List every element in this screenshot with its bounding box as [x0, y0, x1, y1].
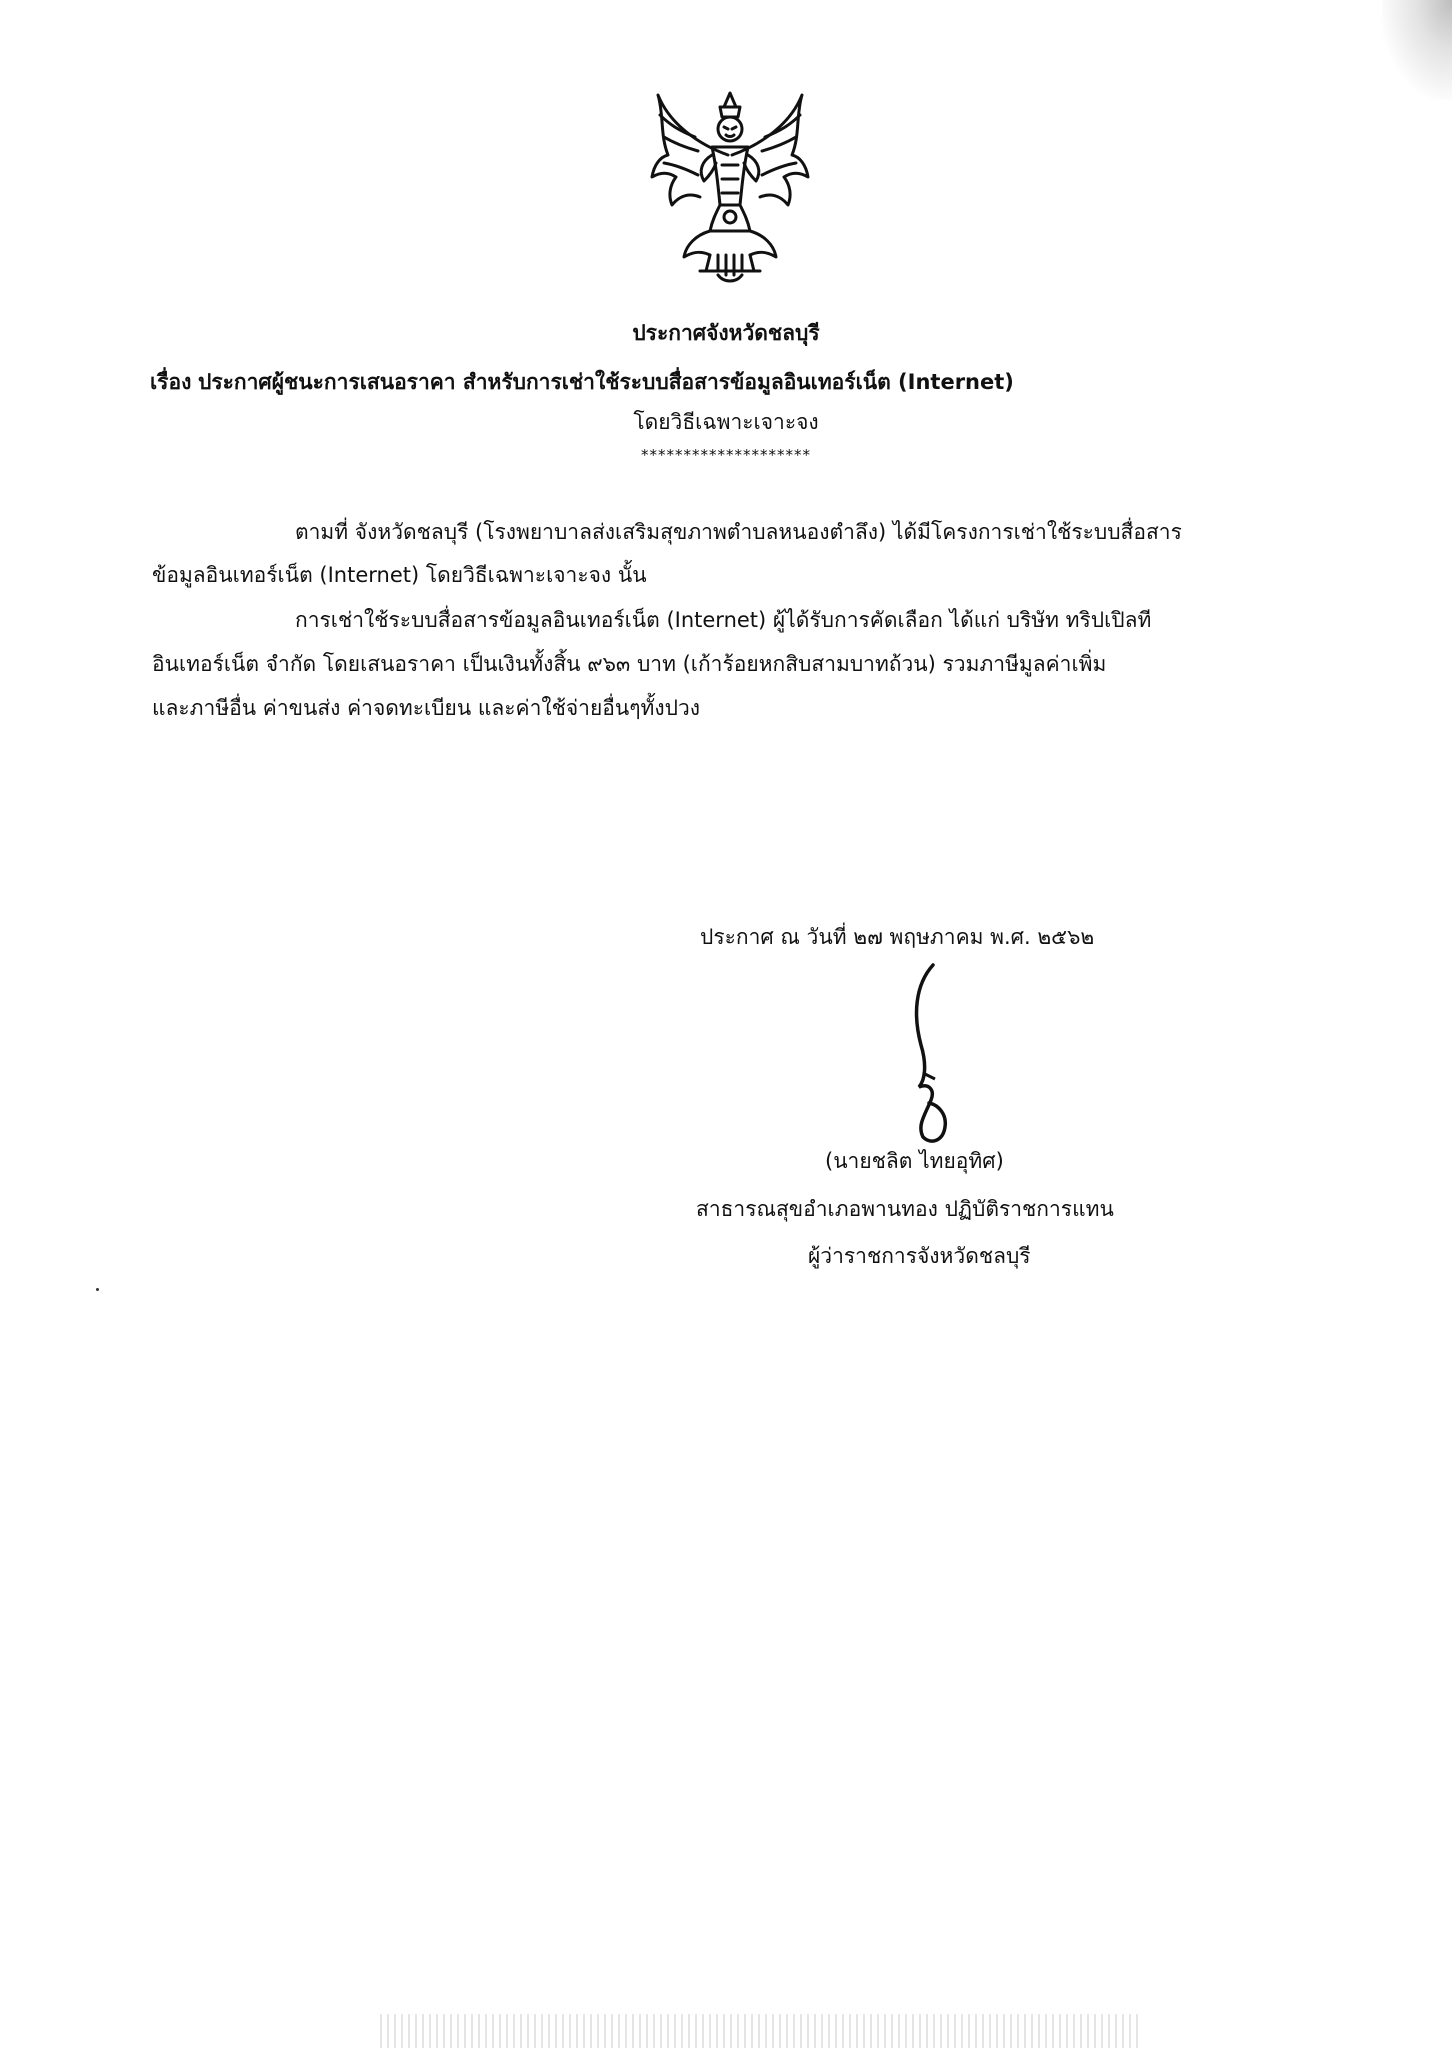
subject-line	[150, 366, 1014, 399]
paragraph-2-line-2: อินเทอร์เน็ต จำกัด โดยเสนอราคา เป็นเงินทั้งสิ้น ๙๖๓ บาท (เก้าร้อยหกสิบสามบาทถ้วน) รวมภาษีมูลค่าเพิ่ม	[152, 652, 1107, 676]
subject-label: เรื่อง	[150, 370, 192, 394]
announcement-date: ประกาศ ณ วันที่ ๒๗ พฤษภาคม พ.ศ. ๒๕๖๒	[700, 925, 1095, 949]
announcement-title: ประกาศจังหวัดชลบุรี	[632, 321, 820, 345]
handwritten-signature	[895, 955, 965, 1145]
subject-text: ประกาศผู้ชนะการเสนอราคา สำหรับการเช่าใช้ระบบสื่อสารข้อมูลอินเทอร์เน็ต (Internet)	[198, 370, 1014, 394]
paragraph-1-line-2: ข้อมูลอินเทอร์เน็ต (Internet) โดยวิธีเฉพาะเจาะจง นั้น	[152, 563, 647, 587]
paragraph-1-line-1: ตามที่ จังหวัดชลบุรี (โรงพยาบาลส่งเสริมสุขภาพตำบลหนองตำลึง) ได้มีโครงการเช่าใช้ระบบสื่อสาร	[295, 520, 1182, 544]
signatory-position-2: ผู้ว่าราชการจังหวัดชลบุรี	[808, 1244, 1031, 1268]
subject-continuation: โดยวิธีเฉพาะเจาะจง	[633, 410, 819, 434]
garuda-emblem-icon	[640, 85, 820, 285]
signatory-name: (นายชลิต ไทยอุทิศ)	[825, 1149, 1004, 1173]
scan-speck	[96, 1288, 99, 1291]
signatory-position-1: สาธารณสุขอำเภอพานทอง ปฏิบัติราชการแทน	[696, 1197, 1114, 1221]
scan-noise-bottom	[380, 2014, 1140, 2048]
paragraph-2-line-3: และภาษีอื่น ค่าขนส่ง ค่าจดทะเบียน และค่าใช้จ่ายอื่นๆทั้งปวง	[152, 696, 700, 720]
scan-shadow-top-right	[1382, 0, 1452, 100]
paragraph-2-line-1: การเช่าใช้ระบบสื่อสารข้อมูลอินเทอร์เน็ต (Internet) ผู้ได้รับการคัดเลือก ได้แก่ บริษัท ทริปเปิลที	[295, 608, 1152, 632]
separator-stars: ********************	[641, 446, 811, 464]
